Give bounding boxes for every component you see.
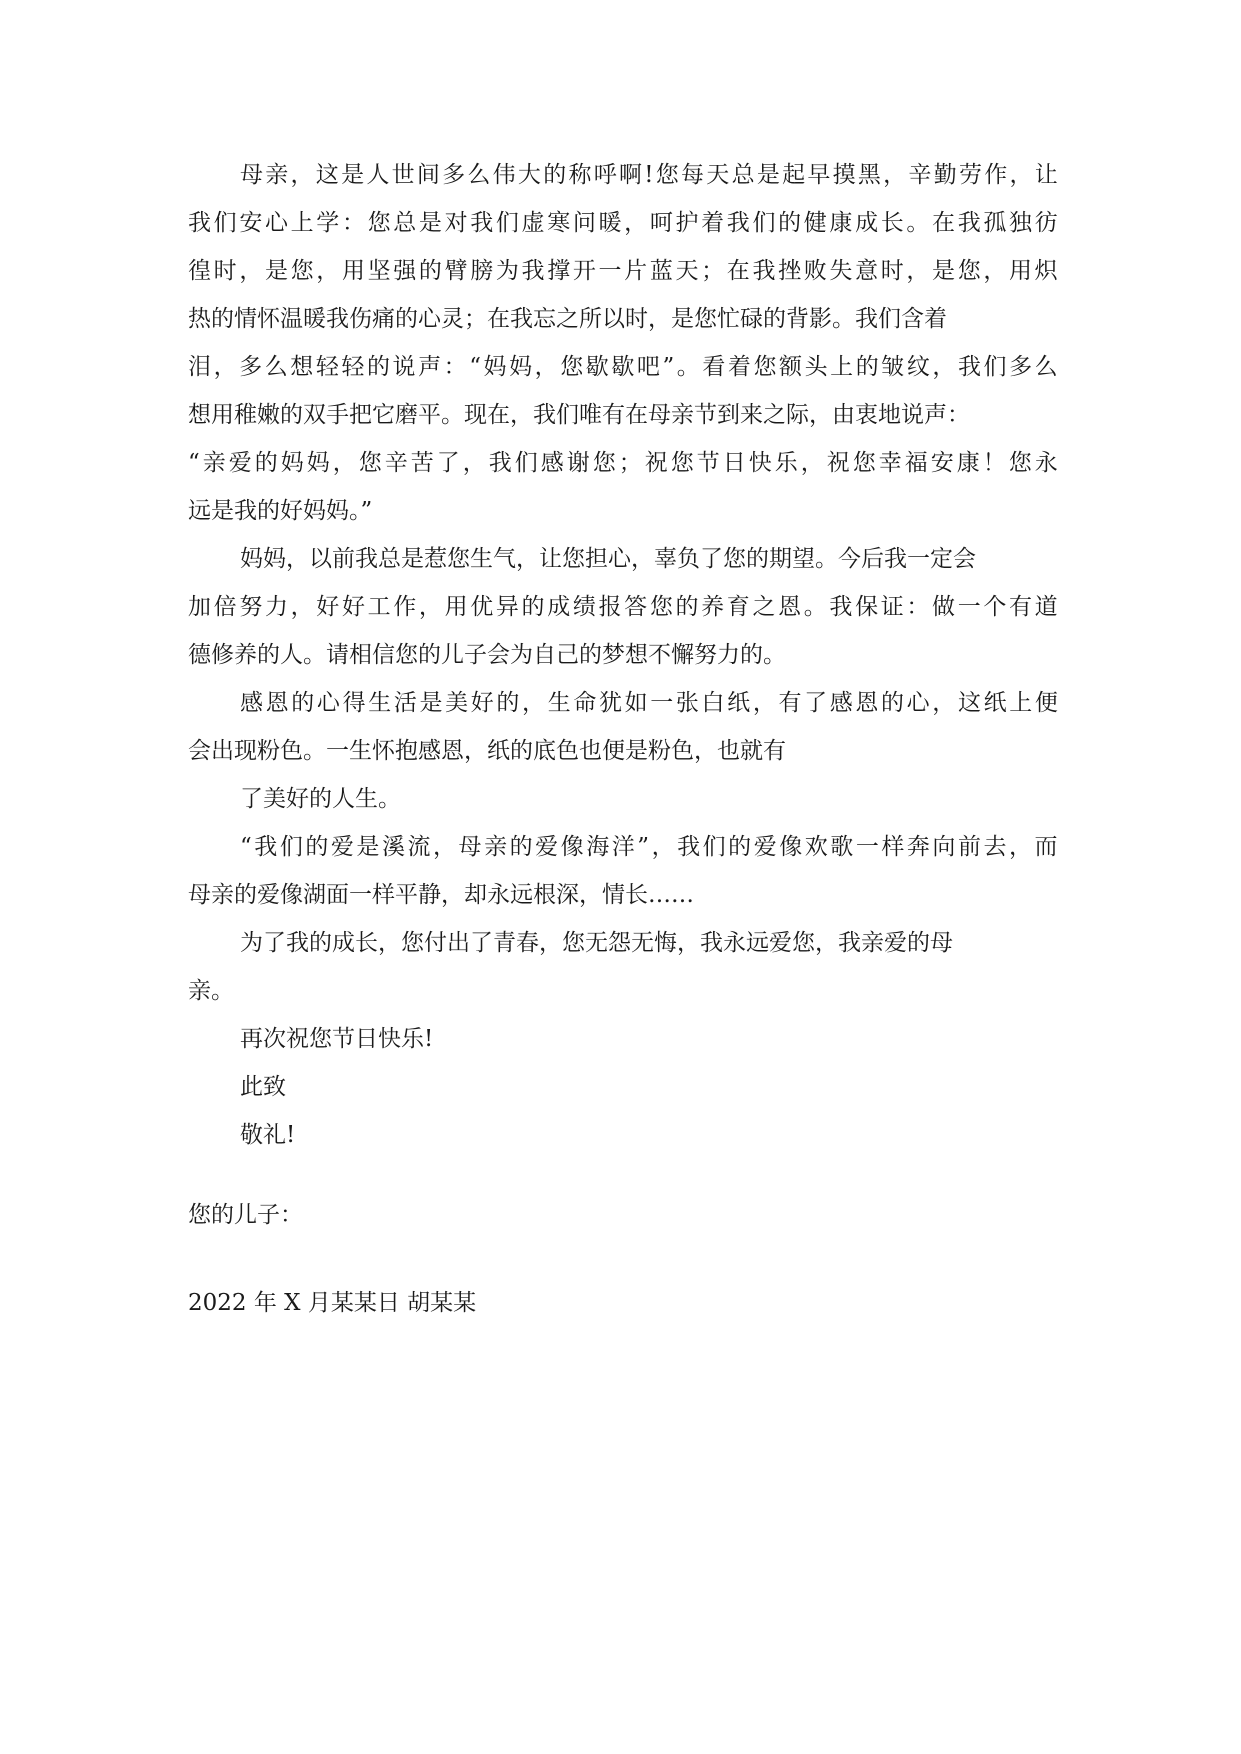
text-line: 泪 ， 多 么 想 轻 轻 的 说 声 ： “ 妈 妈 ， 您 歇 歇 吧 ” 。 看 着 您 额 头 上 的 皱 纹 ， 我 们 多 么 <box>188 354 1058 380</box>
text-line: 敬礼! <box>240 1122 296 1148</box>
text-line: 再次祝您节日快乐! <box>240 1026 434 1052</box>
text-line: 母亲的爱像湖面一样平静，却永远根深，情长…… <box>188 882 694 908</box>
text-line: 为了我的成长，您付出了青春，您无怨无悔，我永远爱您，我亲爱的母 <box>240 930 953 956</box>
text-line: “ 亲 爱 的 妈 妈 ， 您 辛 苦 了 ， 我 们 感 谢 您 ； 祝 您 节 日 快 乐 ， 祝 您 幸 福 安 康 ！ 您 永 <box>188 450 1058 476</box>
text-line: 德修养的人。请相信您的儿子会为自己的梦想不懈努力的。 <box>188 642 786 668</box>
text-line: 想用稚嫩的双手把它磨平。现在，我们唯有在母亲节到来之际，由衷地说声： <box>188 402 970 428</box>
text-line: 加 倍 努 力 ， 好 好 工 作 ， 用 优 异 的 成 绩 报 答 您 的 养 育 之 恩 。 我 保 证 ： 做 一 个 有 道 <box>188 594 1058 620</box>
text-line: 妈妈，以前我总是惹您生气，让您担心，辜负了您的期望。今后我一定会 <box>240 546 976 572</box>
text-line: 了美好的人生。 <box>240 786 401 812</box>
text-line: 热的情怀温暖我伤痛的心灵；在我忘之所以时，是您忙碌的背影。我们含着 <box>188 306 947 332</box>
text-line: 远是我的好妈妈。” <box>188 498 373 524</box>
text-line: 亲。 <box>188 978 234 1004</box>
text-line: “ 我 们 的 爱 是 溪 流 ， 母 亲 的 爱 像 海 洋 ” ， 我 们 的 爱 像 欢 歌 一 样 奔 向 前 去 ， 而 <box>240 834 1058 860</box>
text-line: 此致 <box>240 1074 286 1100</box>
text-line: 母 亲 ， 这 是 人 世 间 多 么 伟 大 的 称 呼 啊 ! 您 每 天 总 是 起 早 摸 黑 ， 辛 勤 劳 作 ， 让 <box>240 162 1058 188</box>
text-line: 我 们 安 心 上 学 ： 您 总 是 对 我 们 虚 寒 问 暖 ， 呵 护 着 我 们 的 健 康 成 长 。 在 我 孤 独 彷 <box>188 210 1058 236</box>
date-line: 2022 年 X 月某某日 胡某某 <box>188 1290 477 1316</box>
text-line: 感 恩 的 心 得 生 活 是 美 好 的 ， 生 命 犹 如 一 张 白 纸 ， 有 了 感 恩 的 心 ， 这 纸 上 便 <box>240 690 1058 716</box>
text-line: 会出现粉色。一生怀抱感恩，纸的底色也便是粉色，也就有 <box>188 738 786 764</box>
signature: 您的儿子： <box>188 1202 303 1228</box>
text-line: 徨 时 ， 是 您 ， 用 坚 强 的 臂 膀 为 我 撑 开 一 片 蓝 天 ； 在 我 挫 败 失 意 时 ， 是 您 ， 用 炽 <box>188 258 1058 284</box>
